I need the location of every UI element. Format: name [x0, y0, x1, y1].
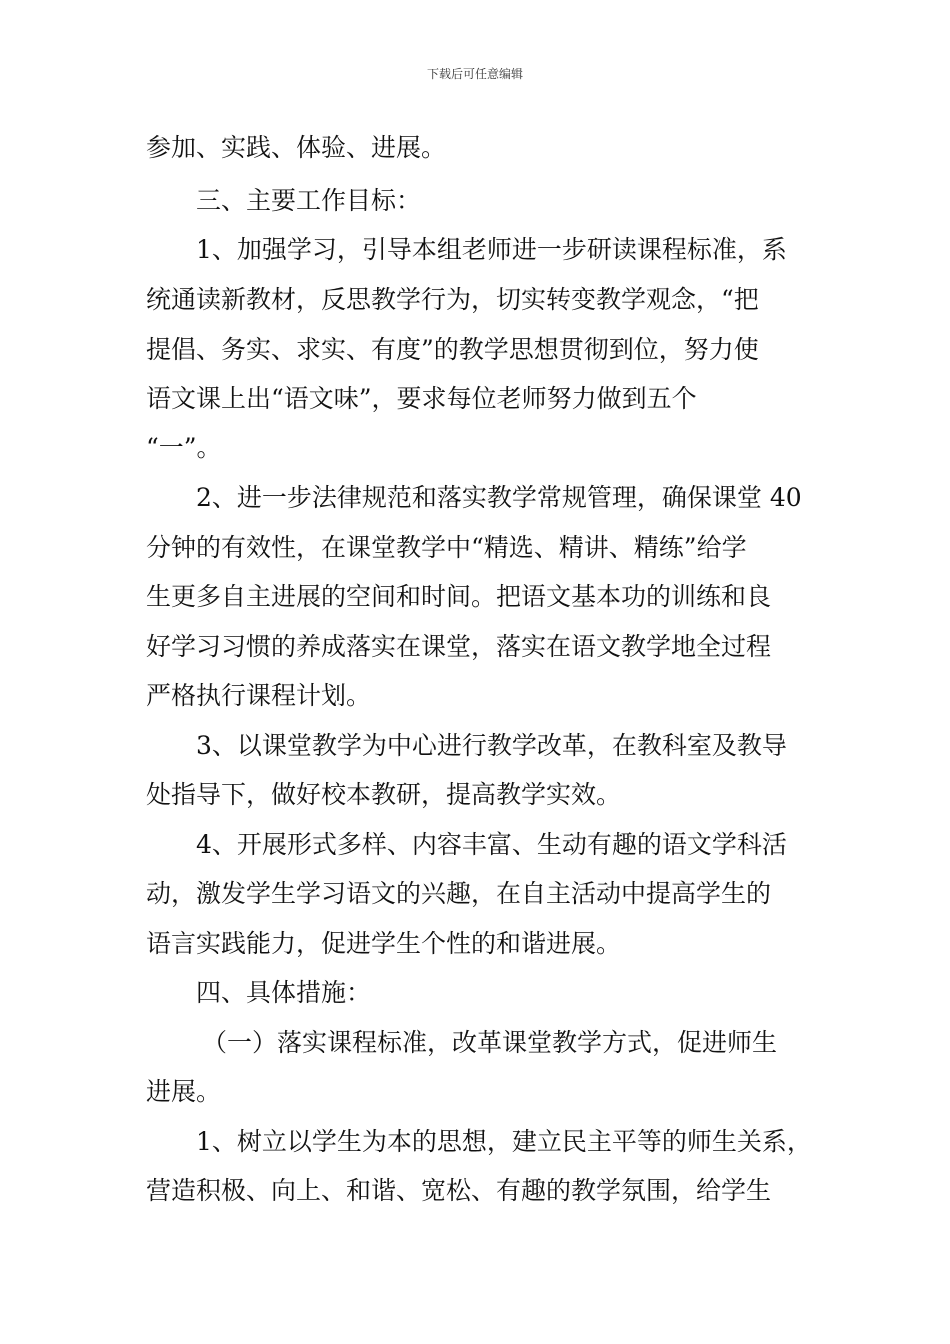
text-line: 4、开展形式多样、内容丰富、生动有趣的语文学科活 [196, 830, 787, 859]
text-line: 营造积极、向上、和谐、宽松、有趣的教学氛围，给学生 [146, 1176, 772, 1205]
text-line: 1、加强学习，引导本组老师进一步研读课程标准，系 [196, 235, 787, 264]
text-line: 3、以课堂教学为中心进行教学改革，在教科室及教导 [196, 731, 787, 760]
text-line: 好学习习惯的养成落实在课堂，落实在语文教学地全过程 [146, 632, 772, 661]
sub-heading: （一）落实课程标准，改革课堂教学方式，促进师生 [202, 1028, 778, 1057]
page-header-note: 下载后可任意编辑 [426, 67, 523, 81]
text-line: 生更多自主进展的空间和时间。把语文基本功的训练和良 [146, 582, 772, 611]
text-line: 参加、实践、体验、进展。 [146, 133, 447, 162]
section-heading: 三、主要工作目标： [196, 186, 422, 215]
text-line: 统通读新教材，反思教学行为，切实转变教学观念，“把 [146, 285, 759, 314]
text-line: 进展。 [146, 1077, 222, 1106]
text-line: “一”。 [146, 433, 222, 462]
text-line: 1、树立以学生为本的思想，建立民主平等的师生关系， [196, 1127, 812, 1156]
text-line: 语文课上出“语文味”，要求每位老师努力做到五个 [146, 384, 697, 413]
text-line: 2、进一步法律规范和落实教学常规管理，确保课堂 40 [196, 483, 802, 512]
text-line: 提倡、务实、求实、有度”的教学思想贯彻到位，努力使 [146, 335, 759, 364]
text-line: 严格执行课程计划。 [146, 681, 372, 710]
text-line: 分钟的有效性，在课堂教学中“精选、精讲、精练”给学 [146, 533, 747, 562]
text-line: 处指导下，做好校本教研，提高教学实效。 [146, 780, 622, 809]
section-heading: 四、具体措施： [196, 978, 372, 1007]
text-line: 动，激发学生学习语文的兴趣，在自主活动中提高学生的 [146, 879, 772, 908]
text-line: 语言实践能力，促进学生个性的和谐进展。 [146, 929, 622, 958]
